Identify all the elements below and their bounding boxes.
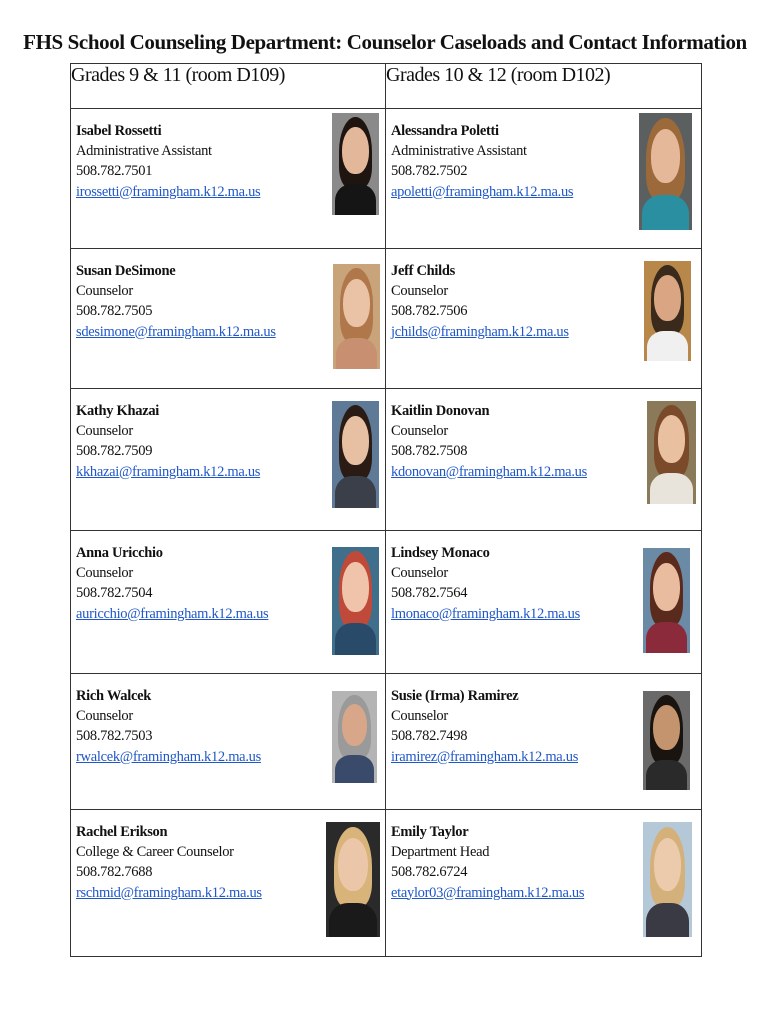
contact-role: Administrative Assistant [76,143,212,160]
contact-name: Rachel Erikson [76,824,168,840]
contact-cell [386,389,702,531]
header-row [71,64,702,109]
contact-name: Susan DeSimone [76,263,176,279]
contact-phone: 508.782.7688 [76,864,153,881]
contact-info [391,543,580,624]
contact-cell [386,531,702,674]
staff-photo [643,691,690,790]
contact-name: Isabel Rossetti [76,123,162,139]
contact-role: College & Career Counselor [76,844,234,861]
contact-email-link[interactable]: rschmid@framingham.k12.ma.us [76,884,262,901]
contact-role: Department Head [391,844,490,861]
table-row [71,810,702,957]
staff-photo [333,264,380,369]
contact-phone: 508.782.7564 [391,585,468,602]
contact-phone: 508.782.7506 [391,303,468,320]
contact-cell [386,249,702,389]
contact-name: Alessandra Poletti [391,123,499,139]
contact-role: Administrative Assistant [391,143,527,160]
contact-role: Counselor [391,565,448,582]
contact-role: Counselor [76,283,133,300]
contact-phone: 508.782.7504 [76,585,153,602]
contact-name: Anna Uricchio [76,545,163,561]
contact-cell [71,389,386,531]
contact-info [76,686,261,767]
contact-info [391,822,584,903]
contact-info [391,121,573,202]
table-row [71,531,702,674]
contact-phone: 508.782.6724 [391,864,468,881]
column-heading-grades-10-12: Grades 10 & 12 (room D102) [386,64,702,109]
contact-info [391,686,578,767]
contact-name: Emily Taylor [391,824,469,840]
staff-photo [643,822,692,937]
contact-cell [386,674,702,810]
column-heading-grades-9-11: Grades 9 & 11 (room D109) [71,64,386,109]
contact-role: Counselor [391,708,448,725]
contact-info [76,543,268,624]
contact-email-link[interactable]: kdonovan@framingham.k12.ma.us [391,463,587,480]
contact-cell [71,109,386,249]
contact-info [76,121,260,202]
contact-phone: 508.782.7501 [76,163,153,180]
contact-name: Rich Walcek [76,688,151,704]
contact-name: Kaitlin Donovan [391,403,490,419]
contact-phone: 508.782.7502 [391,163,468,180]
contact-email-link[interactable]: irossetti@framingham.k12.ma.us [76,183,261,200]
staff-photo [326,822,380,937]
staff-photo [647,401,696,504]
contact-info [76,261,276,342]
contact-email-link[interactable]: etaylor03@framingham.k12.ma.us [391,884,585,901]
table-row [71,109,702,249]
contact-email-link[interactable]: auricchio@framingham.k12.ma.us [76,605,269,622]
contact-cell [71,810,386,957]
staff-photo [332,113,379,215]
table-row [71,389,702,531]
contact-email-link[interactable]: rwalcek@framingham.k12.ma.us [76,748,261,765]
contact-info [391,261,569,342]
staff-photo [332,691,377,783]
contact-email-link[interactable]: iramirez@framingham.k12.ma.us [391,748,579,765]
contact-cell [71,249,386,389]
page-title: FHS School Counseling Department: Counselor Caseloads and Contact Information [23,30,747,54]
contact-role: Counselor [76,565,133,582]
staff-photo [332,401,379,508]
contact-table [70,63,702,957]
contact-email-link[interactable]: jchilds@framingham.k12.ma.us [391,323,569,340]
contact-phone: 508.782.7498 [391,728,468,745]
contact-email-link[interactable]: kkhazai@framingham.k12.ma.us [76,463,261,480]
contact-role: Counselor [391,423,448,440]
contact-role: Counselor [391,283,448,300]
contact-info [76,822,262,903]
contact-cell [386,810,702,957]
contact-info [391,401,587,482]
table-row [71,674,702,810]
contact-email-link[interactable]: sdesimone@framingham.k12.ma.us [76,323,276,340]
contact-email-link[interactable]: apoletti@framingham.k12.ma.us [391,183,574,200]
contact-phone: 508.782.7505 [76,303,153,320]
staff-photo [332,547,379,655]
contact-role: Counselor [76,708,133,725]
contact-phone: 508.782.7509 [76,443,153,460]
staff-photo [643,548,690,653]
contact-phone: 508.782.7508 [391,443,468,460]
contact-name: Susie (Irma) Ramirez [391,688,519,704]
contact-name: Kathy Khazai [76,403,160,419]
contact-name: Lindsey Monaco [391,545,490,561]
contact-phone: 508.782.7503 [76,728,153,745]
staff-photo [644,261,691,361]
contact-email-link[interactable]: lmonaco@framingham.k12.ma.us [391,605,580,622]
contact-cell [71,674,386,810]
staff-photo [639,113,692,230]
contact-cell [386,109,702,249]
contact-name: Jeff Childs [391,263,455,279]
contact-role: Counselor [76,423,133,440]
table-row [71,249,702,389]
contact-info [76,401,260,482]
contact-cell [71,531,386,674]
